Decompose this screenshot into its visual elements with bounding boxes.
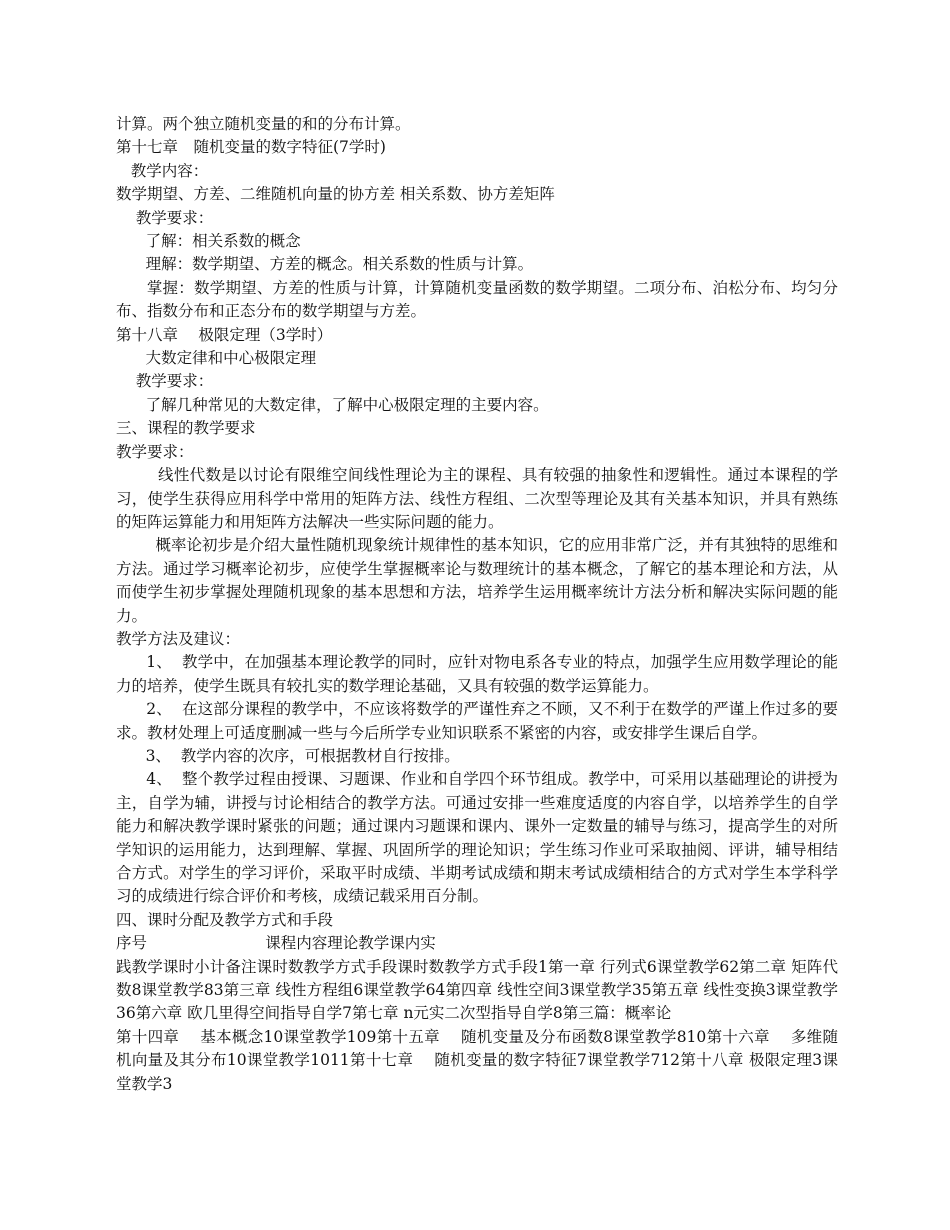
paragraph: 线性代数是以讨论有限维空间线性理论为主的课程、具有较强的抽象性和逻辑性。通过本课程的学习，使学生获得应用科学中常用的矩阵方法、线性方程组、二次型等理论及其有关基本知识，并具有熟练的矩阵运算能力和用矩阵方法解决一些实际问题的能力。 [116, 466, 838, 531]
section-label: 教学要求： [116, 442, 194, 461]
paragraph: 计算。两个独立随机变量的和的分布计算。 [116, 115, 411, 133]
list-item: 4、 整个教学过程由授课、习题课、作业和自学四个环节组成。教学中，可采用以基础理论的讲授为主，自学为辅，讲授与讨论相结合的教学方法。可通过安排一些难度适度的内容自学，以培养学生的自学能力和解决教学课时紧张的问题；通过课内习题课和课内、课外一定数量的辅导与练习，提高学生的对所学知识的运用能力，达到理解、掌握、巩固所学的理论知识；学生练习作业可采取抽阅、评讲，辅导相结合方式。对学生的学习评价，采取平时成绩、半期考试成绩和期末考试成绩相结合的方式对学生本学科学习的成绩进行综合评价和考核，成绩记载采用百分制。 [116, 770, 838, 906]
document-body [116, 113, 838, 1096]
table-body-text: 践教学课时小计备注课时数教学方式手段课时数教学方式手段1第一章 行列式6课堂教学62第二章 矩阵代数8课堂教学83第三章 线性方程组6课堂教学64第四章 线性空间3课堂教学35第五章 线性变换3课堂教学36第六章 欧几里得空间指导自学7第七章 n元实二次型指导自学8第三篇：概率论 [116, 957, 838, 1023]
list-item: 3、 教学内容的次序，可根据教材自行按排。 [116, 746, 460, 765]
section-label: 教学内容： [116, 161, 209, 180]
section-heading: 三、课程的教学要求 [116, 419, 256, 438]
section-label: 教学要求： [116, 208, 214, 227]
chapter-heading: 第十七章 随机变量的数字特征(7学时) [116, 138, 386, 157]
section-heading: 四、课时分配及教学方式和手段 [116, 910, 334, 929]
paragraph: 理解：数学期望、方差的概念。相关系数的性质与计算。 [116, 255, 534, 274]
paragraph: 概率论初步是介绍大量性随机现象统计规律性的基本知识，它的应用非常广泛，并有其独特的思维和方法。通过学习概率论初步，应使学生掌握概率论与数理统计的基本概念，了解它的基本理论和方法，从而使学生初步掌握处理随机现象的基本思想和方法，培养学生运用概率统计方法分析和解决实际问题的能力。 [116, 536, 838, 625]
table-body-text: 第十四章 基本概念10课堂教学109第十五章 随机变量及分布函数8课堂教学810第十六章 多维随机向量及其分布10课堂教学1011第十七章 随机变量的数字特征7课堂教学712第十八章 极限定理3课堂教学3 [116, 1027, 838, 1093]
table-header-text: 序号 课程内容理论教学课内实 [116, 934, 436, 953]
chapter-heading: 第十八章 极限定理（3学时） [116, 325, 333, 344]
list-item: 1、 教学中，在加强基本理论教学的同时，应针对物电系各专业的特点，加强学生应用数学理论的能力的培养，使学生既具有较扎实的数学理论基础，又具有较强的数学运算能力。 [116, 653, 838, 695]
paragraph: 大数定律和中心极限定理 [116, 349, 317, 368]
section-label: 教学方法及建议： [116, 629, 241, 648]
paragraph: 数学期望、方差、二维随机向量的协方差 相关系数、协方差矩阵 [116, 185, 555, 204]
list-item: 2、 在这部分课程的教学中，不应该将数学的严谨性弃之不顾，又不利于在数学的严谨上作过多的要求。教材处理上可适度删减一些与今后所学专业知识联系不紧密的内容，或安排学生课后自学。 [116, 700, 838, 742]
paragraph: 了解几种常见的大数定律，了解中心极限定理的主要内容。 [116, 395, 549, 414]
paragraph: 了解：相关系数的概念 [116, 232, 301, 251]
section-label: 教学要求： [116, 372, 214, 391]
paragraph: 掌握：数学期望、方差的性质与计算，计算随机变量函数的数学期望。二项分布、泊松分布、均匀分布、指数分布和正态分布的数学期望与方差。 [116, 278, 838, 321]
